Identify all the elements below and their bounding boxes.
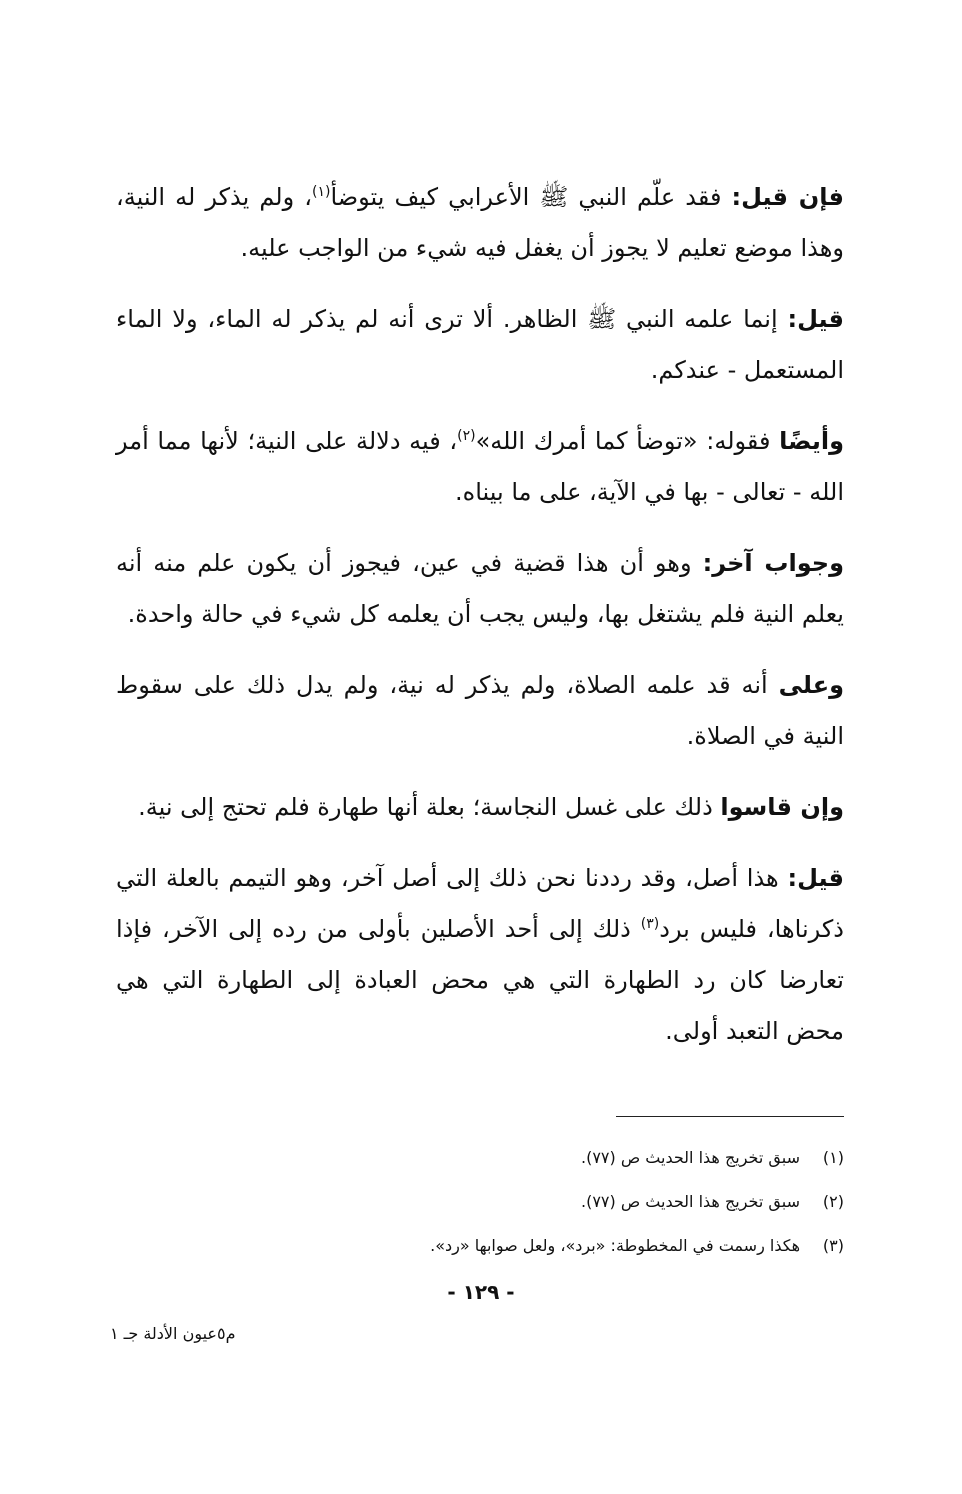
paragraph-text: وهو أن هذا قضية في عين، فيجوز أن يكون علم منه أنه يعلم النية فلم يشتغل بها، وليس يجب أن يعلمه كل شيء في حالة واحدة. <box>116 549 844 628</box>
paragraph-text: فقوله: «توضأ كما أمرك الله» <box>475 427 780 455</box>
paragraph <box>116 416 844 518</box>
paragraph-text: أنه قد علمه الصلاة، ولم يذكر له نية، ولم يدل ذلك على سقوط النية في الصلاة. <box>116 671 844 750</box>
paragraph-text: فقد علّم النبي ﷺ الأعرابي كيف يتوضأ <box>330 183 732 211</box>
footnote-item <box>116 1148 844 1192</box>
paragraph-lead: فإن قيل: <box>731 183 844 211</box>
paragraph-lead: وأيضًا <box>779 427 844 455</box>
paragraph-text: ذلك إلى أحد الأصلين بأولى من رده إلى الآخر، فإذا تعارضا كان رد الطهارة التي هي محض العبادة إلى الطهارة التي هي محض التعبد أولى. <box>116 915 844 1045</box>
footnote-ref[interactable]: (٣) <box>640 916 660 932</box>
paragraph-text: هذا أصل، وقد رددنا نحن ذلك إلى أصل آخر، وهو التيمم بالعلة التي ذكرناها، فليس برد <box>116 864 844 943</box>
paragraph-text: ، فيه دلالة على النية؛ لأنها مما أمر الله - تعالى - بها في الآية، على ما بيناه. <box>116 427 844 506</box>
paragraph-lead: وجواب آخر: <box>702 549 845 577</box>
footnote-divider <box>616 1116 844 1117</box>
paragraph-text: إنما علمه النبي ﷺ الظاهر. ألا ترى أنه لم يذكر له الماء، ولا الماء المستعمل - عندكم. <box>116 305 844 384</box>
paragraph <box>116 172 844 274</box>
paragraph-text: ، ولم يذكر له النية، وهذا موضع تعليم لا يجوز أن يغفل فيه شيء من الواجب عليه. <box>116 183 844 262</box>
paragraph <box>116 782 844 833</box>
footnote-ref[interactable]: (١) <box>312 184 331 200</box>
paragraph-lead: قيل: <box>787 305 844 333</box>
footnote-number: (٣) <box>822 1236 844 1255</box>
signature-mark: م٥عيون الأدلة جـ ١ <box>110 1324 236 1343</box>
paragraph <box>116 853 844 1057</box>
paragraph <box>116 660 844 762</box>
footnote-number: (١) <box>822 1148 844 1167</box>
footnotes <box>116 1148 844 1280</box>
footnote-item <box>116 1236 844 1280</box>
footnote-text: سبق تخريج هذا الحديث ص (٧٧). <box>581 1148 800 1167</box>
footnote-item <box>116 1192 844 1236</box>
footnote-ref[interactable]: (٢) <box>457 428 476 444</box>
main-text <box>116 172 844 1077</box>
page-number: - ١٢٩ - <box>447 1280 515 1304</box>
paragraph <box>116 538 844 640</box>
paragraph <box>116 294 844 396</box>
footnote-text: سبق تخريج هذا الحديث ص (٧٧). <box>581 1192 800 1211</box>
paragraph-lead: قيل: <box>787 864 844 892</box>
paragraph-lead: وإن قاسوا <box>720 793 844 821</box>
footnote-number: (٢) <box>822 1192 844 1211</box>
paragraph-lead: وعلى <box>778 671 844 699</box>
footnote-text: هكذا رسمت في المخطوطة: «برد»، ولعل صوابها «رد». <box>430 1236 800 1255</box>
paragraph-text: ذلك على غسل النجاسة؛ بعلة أنها طهارة فلم تحتج إلى نية. <box>138 793 721 821</box>
